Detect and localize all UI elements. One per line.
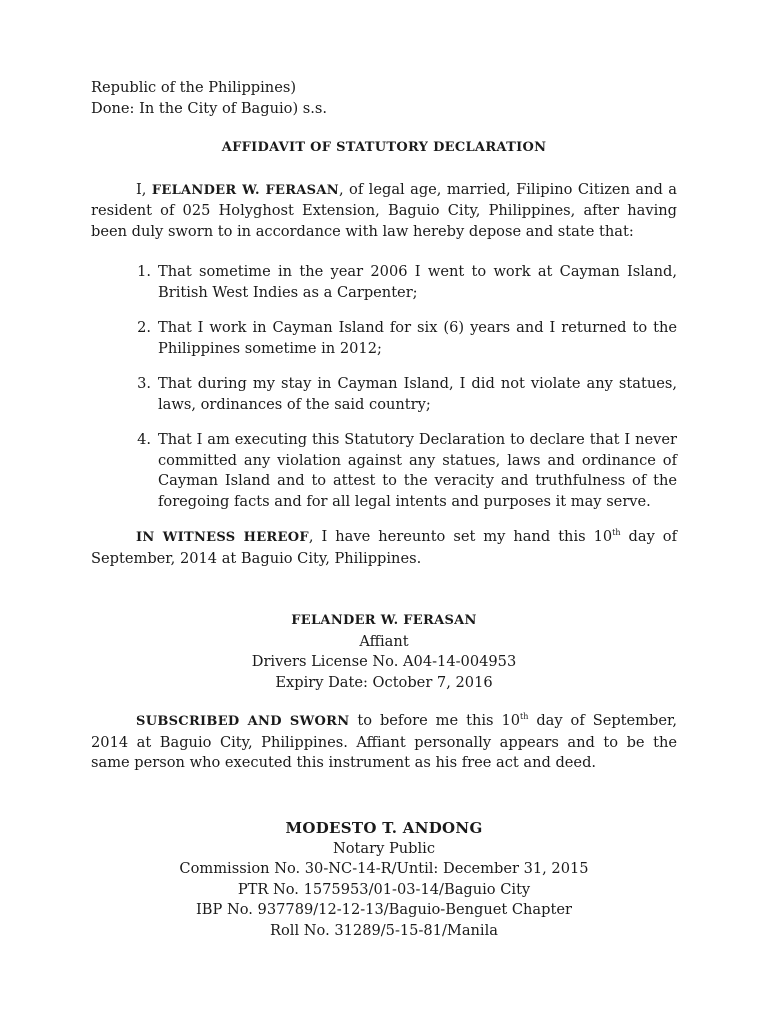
notary-commission: Commission No. 30-NC-14-R/Until: December 31, 2015 — [179, 860, 589, 877]
notary-block — [91, 817, 677, 942]
item-text: That during my stay in Cayman Island, I did not violate any statues, laws, ordinances of the said country; — [158, 375, 677, 413]
list-item — [91, 374, 677, 415]
venue-republic: Republic of the Philippines) — [91, 79, 297, 96]
sworn-lead: SUBSCRIBED AND SWORN — [136, 714, 350, 729]
witness-ordinal: th — [612, 528, 621, 538]
item-text: That sometime in the year 2006 I went to work at Cayman Island, British West Indies as a Carpenter; — [158, 263, 677, 301]
document-title: AFFIDAVIT OF STATUTORY DECLARATION — [221, 140, 547, 155]
item-number: 1. — [137, 263, 151, 280]
sworn-ordinal: th — [520, 712, 529, 722]
notary-ptr: PTR No. 1575953/01-03-14/Baguio City — [237, 880, 531, 898]
affiant-license: Drivers License No. A04-14-004953 — [251, 653, 517, 670]
witness-paragraph — [91, 527, 677, 569]
item-number: 2. — [137, 319, 151, 336]
intro-text: , of legal age, married, Filipino Citizen and a resident of 025 Holyghost Extension, Baguio City, Philippines, after having been duly sworn to in accordance with law hereby depose and state that: — [91, 180, 677, 240]
affiant-name: FELANDER W. FERASAN — [291, 613, 477, 628]
notary-roll: Roll No. 31289/5-15-81/Manila — [270, 921, 498, 939]
intro-paragraph — [91, 180, 677, 243]
item-text: That I am executing this Statutory Declaration to declare that I never committed any violation against any statues, laws and ordinance of Cayman Island and to attest to the veracity and truthfulness of the foregoing facts and for all legal intents and purposes it may serve. — [158, 431, 677, 510]
item-number: 4. — [137, 431, 151, 448]
notary-role: Notary Public — [332, 839, 436, 857]
witness-text: , I have hereunto set my hand this 10 — [308, 528, 613, 545]
affiant-role: Affiant — [359, 632, 409, 650]
declarations-list — [91, 262, 677, 512]
item-text: That I work in Cayman Island for six (6) years and I returned to the Philippines sometime in 2012; — [158, 319, 677, 357]
venue-city: Done: In the City of Baguio) s.s. — [91, 99, 328, 117]
list-item — [91, 430, 677, 512]
declarant-name: FELANDER W. FERASAN — [151, 182, 339, 198]
affiant-block — [91, 611, 677, 693]
witness-text-end: day of September, 2014 at Baguio City, Philippines. — [91, 528, 677, 567]
list-item — [91, 262, 677, 303]
sworn-paragraph — [91, 711, 677, 774]
affiant-expiry: Expiry Date: October 7, 2016 — [275, 673, 493, 691]
list-item — [91, 318, 677, 359]
item-number: 3. — [137, 375, 151, 392]
venue-block — [91, 78, 677, 119]
notary-name: MODESTO T. ANDONG — [285, 818, 483, 837]
sworn-text: to before me this 10 — [349, 712, 521, 729]
notary-ibp: IBP No. 937789/12-12-13/Baguio-Benguet Chapter — [196, 901, 572, 918]
affidavit-document — [91, 78, 677, 941]
intro-pre: I, — [136, 180, 152, 198]
witness-lead: IN WITNESS HEREOF — [136, 530, 309, 545]
sworn-text-end: day of September, 2014 at Baguio City, Philippines. Affiant personally appears and to be the same person who executed this instrument as his free act and deed. — [91, 712, 677, 771]
